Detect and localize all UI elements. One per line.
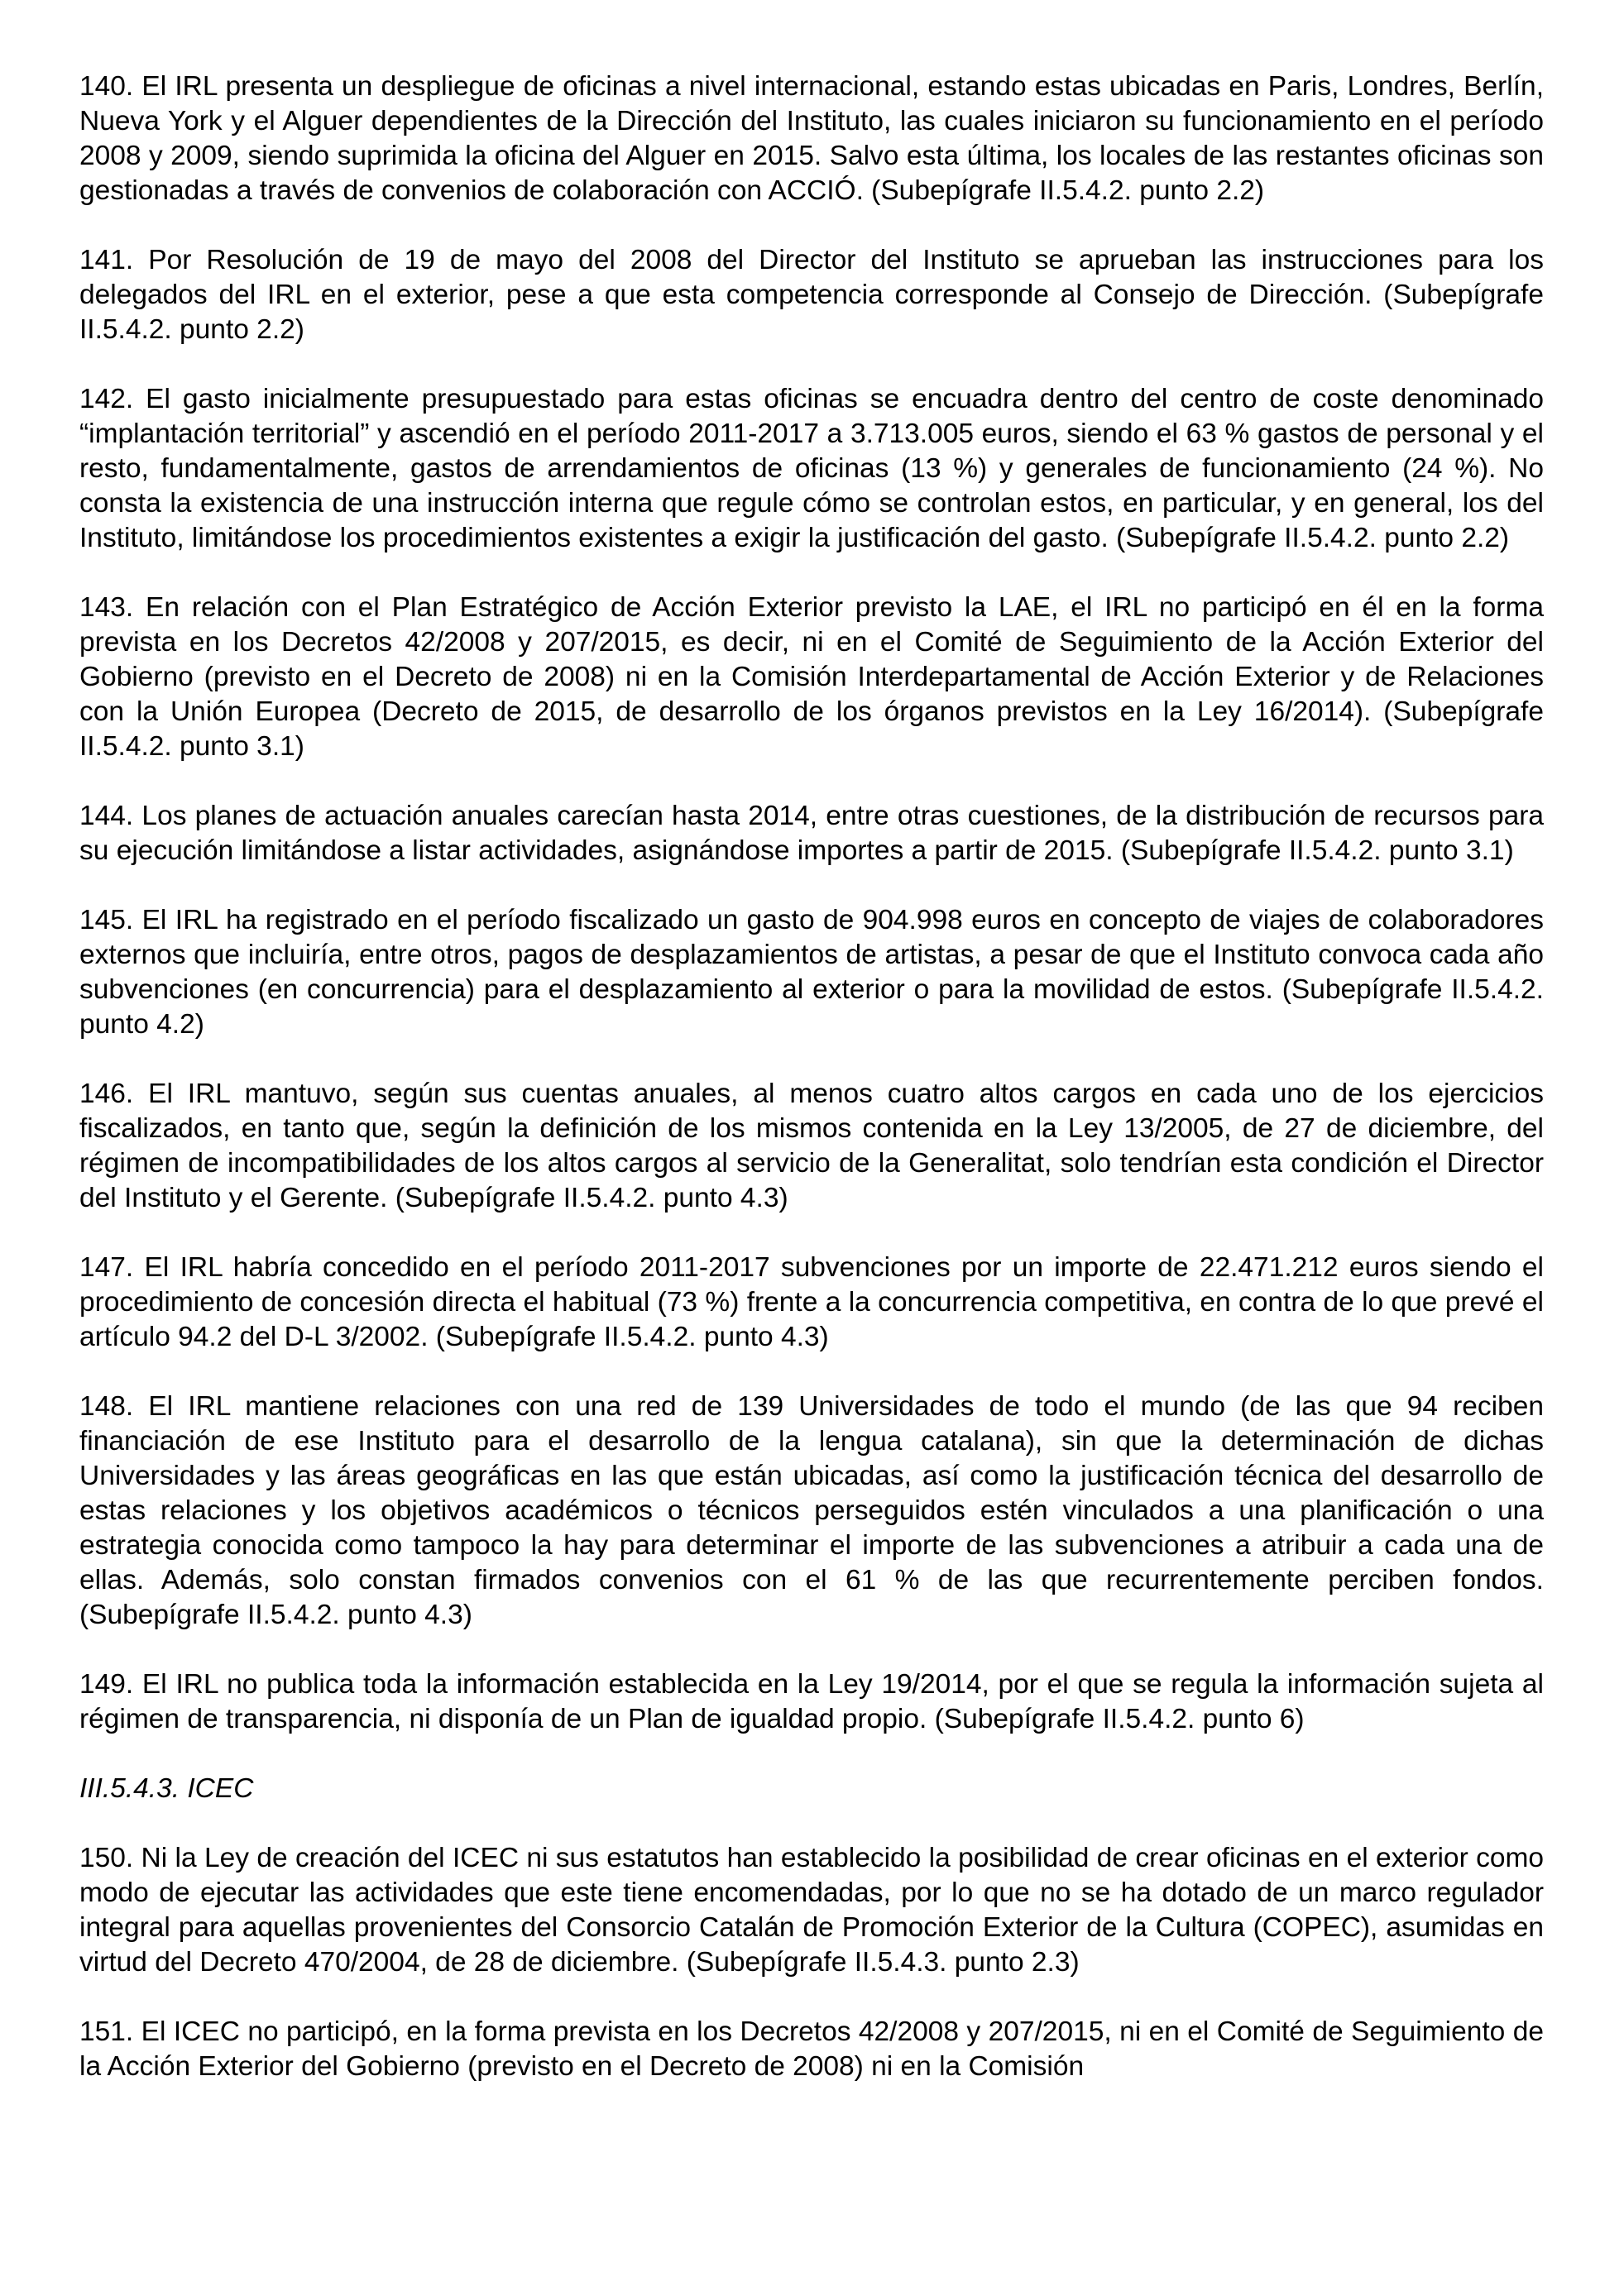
section-heading-icec: III.5.4.3. ICEC bbox=[79, 1773, 254, 1804]
paragraph-141: 141. Por Resolución de 19 de mayo del 2008 del Director del Instituto se aprueban las instrucciones para los delegados del IRL en el exterior, pese a que esta competencia corresponde al Consejo de Dirección. (Subepígrafe II.5.4.2. punto 2.2) bbox=[79, 245, 1544, 345]
paragraph-143: 143. En relación con el Plan Estratégico de Acción Exterior previsto la LAE, el IRL no participó en él en la forma prevista en los Decretos 42/2008 y 207/2015, es decir, ni en el Comité de Seguimiento de la Acción Exterior del Gobierno (previsto en el Decreto de 2008) ni en la Comisión Interdepartamental de Acción Exterior y de Relaciones con la Unión Europea (Decreto de 2015, de desarrollo de los órganos previstos en la Ley 16/2014). (Subepígrafe II.5.4.2. punto 3.1) bbox=[79, 592, 1544, 762]
paragraph-146: 146. El IRL mantuvo, según sus cuentas anuales, al menos cuatro altos cargos en cada uno de los ejercicios fiscalizados, en tanto que, según la definición de los mismos contenida en la Ley 13/2005, de 27 de diciembre, del régimen de incompatibilidades de los altos cargos al servicio de la Generalitat, solo tendrían esta condición el Director del Instituto y el Gerente. (Subepígrafe II.5.4.2. punto 4.3) bbox=[79, 1079, 1544, 1213]
paragraph-142: 142. El gasto inicialmente presupuestado para estas oficinas se encuadra dentro del centro de coste denominado “implantación territorial” y ascendió en el período 2011-2017 a 3.713.005 euros, siendo el 63 % gastos de personal y el resto, fundamentalmente, gastos de arrendamientos de oficinas (13 %) y generales de funcionamiento (24 %). No consta la existencia de una instrucción interna que regule cómo se controlan estos, en particular, y en general, los del Instituto, limitándose los procedimientos existentes a exigir la justificación del gasto. (Subepígrafe II.5.4.2. punto 2.2) bbox=[79, 384, 1544, 553]
paragraph-150: 150. Ni la Ley de creación del ICEC ni sus estatutos han establecido la posibilidad de crear oficinas en el exterior como modo de ejecutar las actividades que este tiene encomendadas, por lo que no se ha dotado de un marco regulador integral para aquellas provenientes del Consorcio Catalán de Promoción Exterior de la Cultura (COPEC), asumidas en virtud del Decreto 470/2004, de 28 de diciembre. (Subepígrafe II.5.4.3. punto 2.3) bbox=[79, 1843, 1544, 1978]
paragraph-144: 144. Los planes de actuación anuales carecían hasta 2014, entre otras cuestiones, de la distribución de recursos para su ejecución limitándose a listar actividades, asignándose importes a partir de 2015. (Subepígrafe II.5.4.2. punto 3.1) bbox=[79, 801, 1544, 866]
paragraph-148: 148. El IRL mantiene relaciones con una red de 139 Universidades de todo el mundo (de las que 94 reciben financiación de ese Instituto para el desarrollo de la lengua catalana), sin que la determinación de dichas Universidades y las áreas geográficas en las que están ubicadas, así como la justificación técnica del desarrollo de estas relaciones y los objetivos académicos o técnicos perseguidos estén vinculados a una planificación o una estrategia conocida como tampoco la hay para determinar el importe de las subvenciones a atribuir a cada una de ellas. Además, solo constan firmados convenios con el 61 % de las que recurrentemente perciben fondos. (Subepígrafe II.5.4.2. punto 4.3) bbox=[79, 1391, 1544, 1630]
paragraph-147: 147. El IRL habría concedido en el período 2011-2017 subvenciones por un importe de 22.471.212 euros siendo el procedimiento de concesión directa el habitual (73 %) frente a la concurrencia competitiva, en contra de lo que prevé el artículo 94.2 del D-L 3/2002. (Subepígrafe II.5.4.2. punto 4.3) bbox=[79, 1252, 1544, 1352]
document-page bbox=[79, 69, 1544, 2084]
paragraph-140: 140. El IRL presenta un despliegue de oficinas a nivel internacional, estando estas ubicadas en Paris, Londres, Berlín, Nueva York y el Alguer dependientes de la Dirección del Instituto, las cuales iniciaron su funcionamiento en el período 2008 y 2009, siendo suprimida la oficina del Alguer en 2015. Salvo esta última, los locales de las restantes oficinas son gestionadas a través de convenios de colaboración con ACCIÓ. (Subepígrafe II.5.4.2. punto 2.2) bbox=[79, 71, 1544, 206]
paragraph-145: 145. El IRL ha registrado en el período fiscalizado un gasto de 904.998 euros en concepto de viajes de colaboradores externos que incluiría, entre otros, pagos de desplazamientos de artistas, a pesar de que el Instituto convoca cada año subvenciones (en concurrencia) para el desplazamiento al exterior o para la movilidad de estos. (Subepígrafe II.5.4.2. punto 4.2) bbox=[79, 905, 1544, 1040]
paragraph-149: 149. El IRL no publica toda la información establecida en la Ley 19/2014, por el que se regula la información sujeta al régimen de transparencia, ni disponía de un Plan de igualdad propio. (Subepígrafe II.5.4.2. punto 6) bbox=[79, 1669, 1544, 1734]
paragraph-151: 151. El ICEC no participó, en la forma prevista en los Decretos 42/2008 y 207/2015, ni en el Comité de Seguimiento de la Acción Exterior del Gobierno (previsto en el Decreto de 2008) ni en la Comisión bbox=[79, 2016, 1544, 2082]
